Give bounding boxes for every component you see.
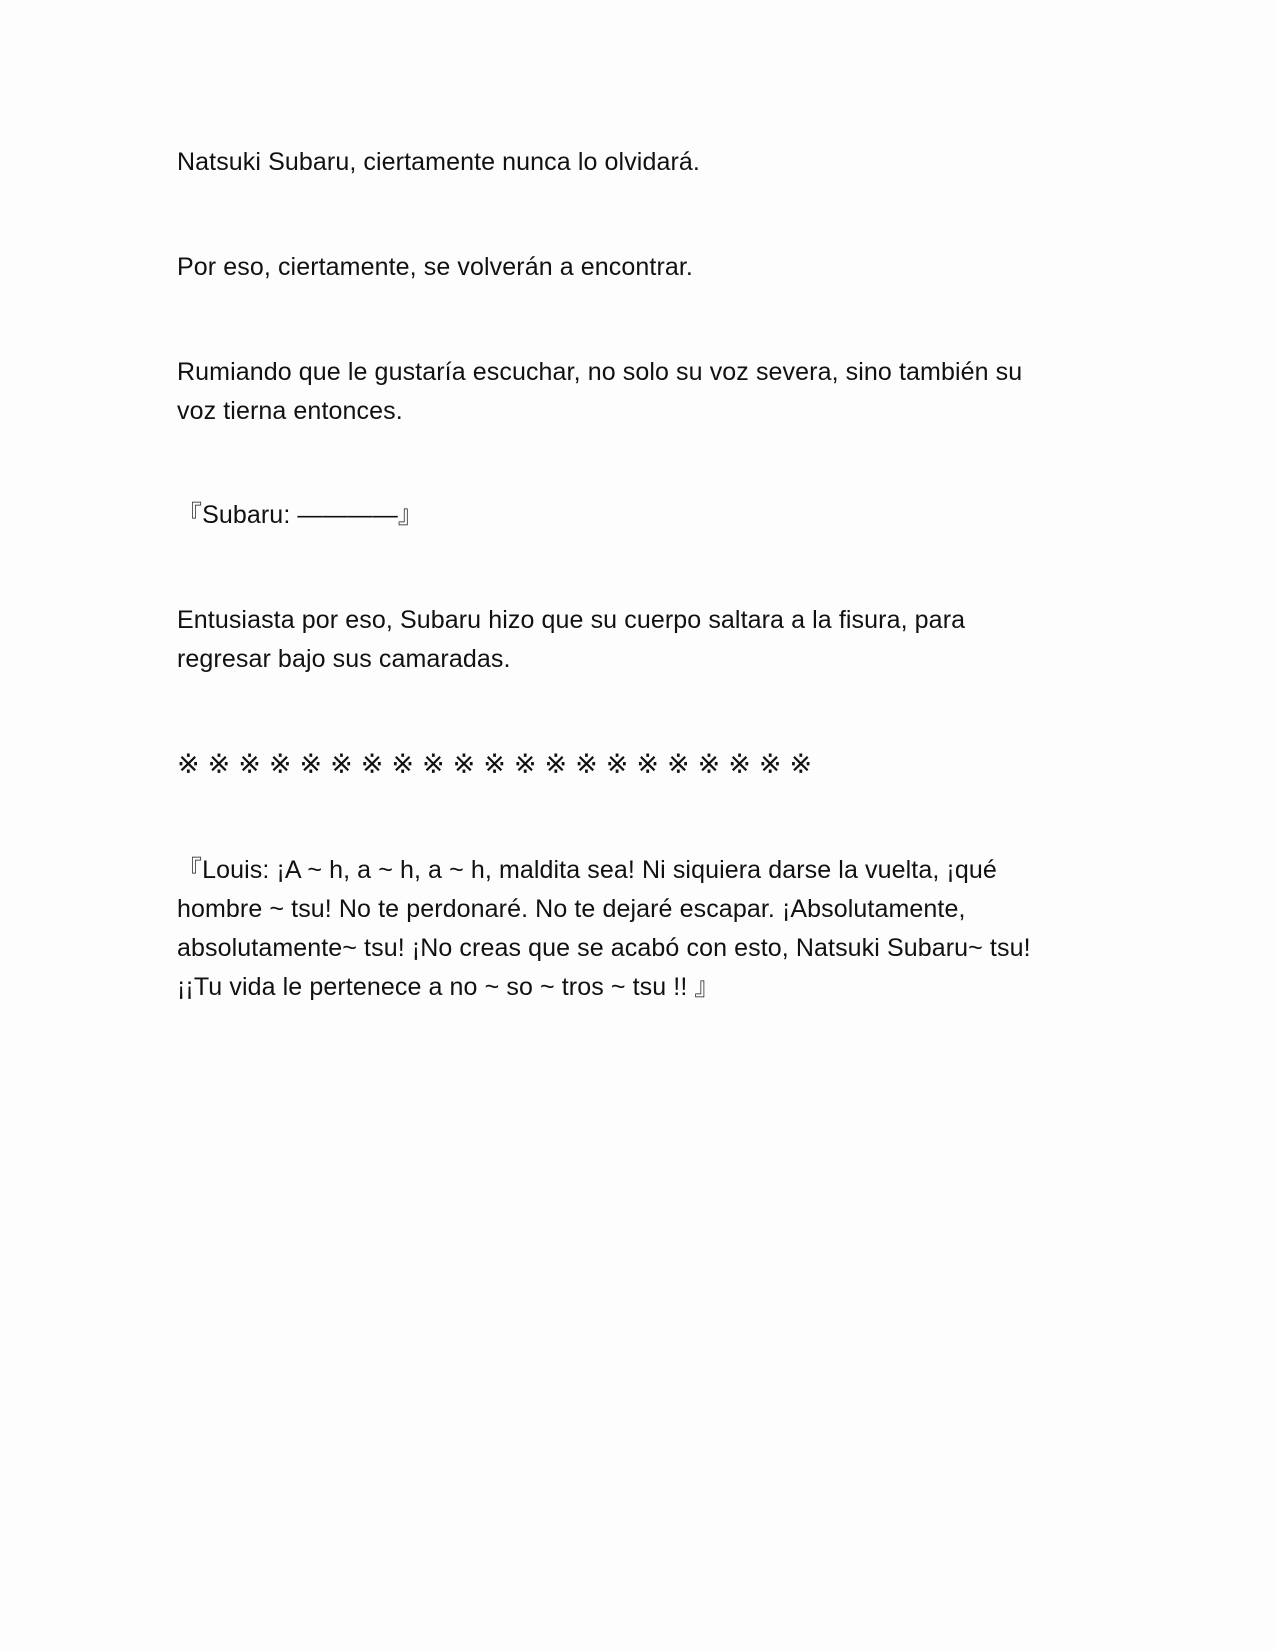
dialogue-line: 『Louis: ¡A ~ h, a ~ h, a ~ h, maldita sea! Ni siquiera darse la vuelta, ¡qué [177,856,997,884]
paragraph-line: Entusiasta por eso, Subaru hizo que su cuerpo saltara a la fisura, para [177,606,966,634]
dialogue-line: hombre ~ tsu! No te perdonaré. No te dejaré escapar. ¡Absolutamente, [177,895,966,923]
dialogue-line: ¡¡Tu vida le pertenece a no ~ so ~ tros ~ tsu !! 』 [177,973,720,1001]
paragraph-line: voz tierna entonces. [177,397,403,425]
paragraph-line: regresar bajo sus camaradas. [177,645,511,673]
paragraph-3 [177,353,1097,431]
paragraph-4-subaru-dialogue [177,496,1097,535]
paragraph-line: Por eso, ciertamente, se volverán a encontrar. [177,253,693,281]
dialogue-line: absolutamente~ tsu! ¡No creas que se acabó con esto, Natsuki Subaru~ tsu! [177,934,1031,962]
louis-dialogue [177,851,1097,1007]
paragraph-1 [177,143,1097,182]
paragraph-2 [177,248,1097,287]
section-separator: ※※※※※※※※※※※※※※※※※※※※※ [177,749,821,780]
paragraph-line: 『Subaru: ————』 [177,501,423,529]
paragraph-5 [177,601,1097,679]
paragraph-line: Natsuki Subaru, ciertamente nunca lo olvidará. [177,148,700,176]
paragraph-line: Rumiando que le gustaría escuchar, no solo su voz severa, sino también su [177,358,1023,386]
